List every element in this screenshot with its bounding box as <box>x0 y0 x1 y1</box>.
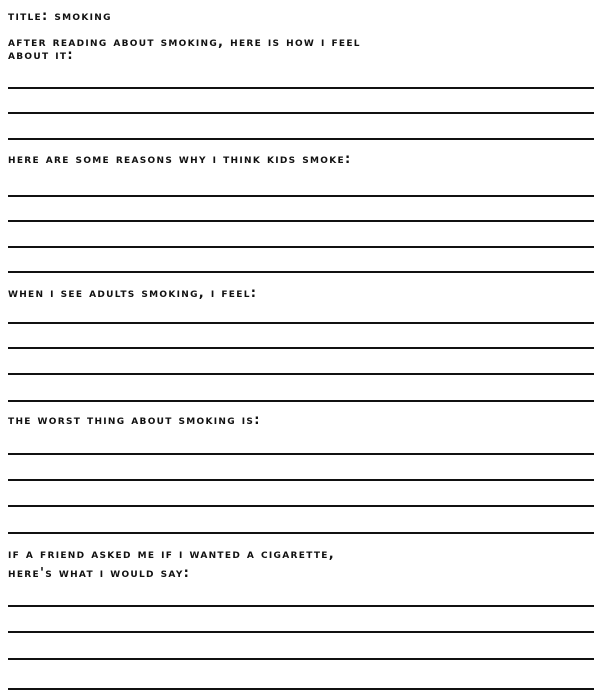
writing-line <box>8 400 594 402</box>
writing-line <box>8 631 594 633</box>
prompt-friend-cigarette-line-2: here's what i would say: <box>8 566 191 581</box>
writing-line <box>8 322 594 324</box>
writing-line <box>8 112 594 114</box>
writing-line <box>8 138 594 140</box>
writing-line <box>8 373 594 375</box>
writing-line <box>8 453 594 455</box>
prompt-worst-thing: the worst thing about smoking is: <box>8 413 261 428</box>
writing-line <box>8 605 594 607</box>
writing-line <box>8 688 594 690</box>
writing-line <box>8 220 594 222</box>
prompt-kids-reasons: here are some reasons why i think kids smoke: <box>8 152 352 167</box>
prompt-friend-cigarette-line-1: if a friend asked me if i wanted a cigarette, <box>8 547 335 562</box>
prompt-adults-smoking: when i see adults smoking, i feel: <box>8 286 258 301</box>
writing-line <box>8 271 594 273</box>
writing-line <box>8 658 594 660</box>
prompt-feelings-line-1: after reading about smoking, here is how i feel <box>8 35 361 50</box>
writing-line <box>8 532 594 534</box>
prompt-feelings-line-2: about it: <box>8 48 74 63</box>
writing-line <box>8 87 594 89</box>
writing-line <box>8 505 594 507</box>
worksheet-title: title: smoking <box>8 9 112 24</box>
writing-line <box>8 479 594 481</box>
writing-line <box>8 195 594 197</box>
writing-line <box>8 347 594 349</box>
writing-line <box>8 246 594 248</box>
